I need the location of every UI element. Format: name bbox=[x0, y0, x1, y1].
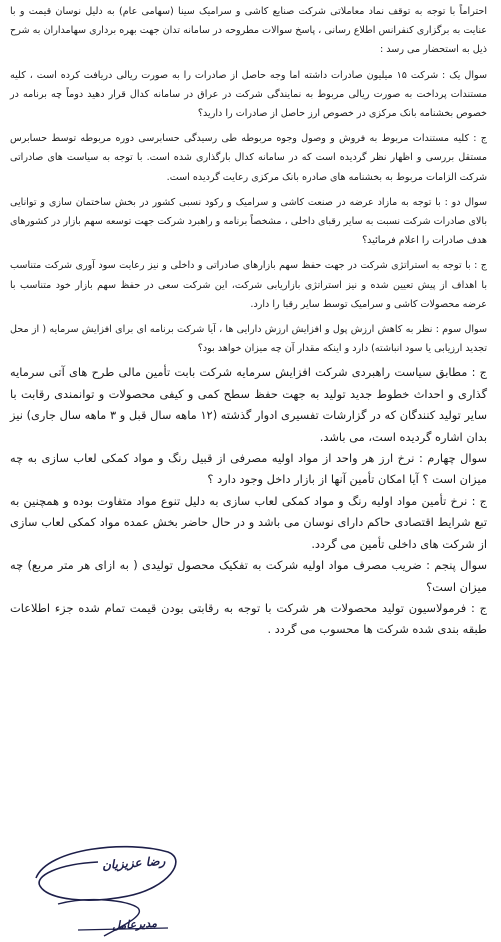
question-4: سوال چهارم : نرخ ارز هر واحد از مواد اولیه مصرفی از قبیل رنگ و مواد کمکی لعاب سازی به چه میزان است ؟ آیا امکان تأمین آنها از بازار داخل وجود دارد ؟ bbox=[10, 451, 487, 487]
answer-3: ج : مطابق سیاست راهبردی شرکت افزایش سرمایه شرکت بابت تأمین مالی طرح های آتی سرمایه گذاری و احداث خطوط جدید تولید به جهت حفظ سطح کمی و کیفی محصولات و توانمندی رقابت با سایر تولید کنندگان که در گزارشات تفسیری ادوار گذشته (۱۲ ماهه سال قبل و ۳ ماهه سال جاری) نیز بدان اشاره گردیده است، می باشد. bbox=[10, 365, 487, 444]
question-2: سوال دو : با توجه به مازاد عرضه در صنعت کاشی و سرامیک و رکود نسبی کشور در بخش ساختمان سازی و توانایی بالای صادرات شرکت نسبت به سایر رقبای داخلی ، مشخصاً برنامه و راهبرد شرکت جهت توسعه سهم بازار در کشورهای هدف صادرات را اعلام فرمائید؟ bbox=[10, 196, 487, 247]
answer-4: ج : نرخ تأمین مواد اولیه رنگ و مواد کمکی لعاب سازی به دلیل تنوع مواد متفاوت بوده و همچنین به تبع شرایط اقتصادی حاکم دارای نوسان می باشد و در حال حاضر بخش عمده مواد کمکی لعاب سازی از شرکت های داخلی تأمین می گردد. bbox=[10, 493, 487, 551]
signatory-name: رضا عزیزیان bbox=[101, 853, 166, 873]
question-1: سوال یک : شرکت ۱۵ میلیون صادرات داشته اما وجه حاصل از صادرات را به صورت ریالی دریافت کرده است ، کلیه مستندات پرداخت به صورت ریالی مربوط به نمایندگی شرکت در عراق در سامانه کدال قرار دهید دوماً چه برنامه در خصوص بخشنامه بانک مرکزی در خصوص ارز حاصل از صادرات را دارید؟ bbox=[10, 69, 487, 120]
answer-2: ج : با توجه به استراتژی شرکت در جهت حفظ سهم بازارهای صادراتی و داخلی و نیز رعایت سود آوری شرکت متناسب با اهداف از پیش تعیین شده و نیز استراتژی بازاریابی شرکت، این شرکت سعی در حفظ سهم بازار خود متناسب با عرضه محصولات کاشی و سرامیک توسط سایر رقبا را دارد. bbox=[10, 260, 487, 310]
intro-paragraph: احتراماً با توجه به توقف نماد معاملاتی شرکت صنایع کاشی و سرامیک سینا (سهامی عام) به دلیل نوسان قیمت و با عنایت به برگزاری کنفرانس اطلاع رسانی ، پاسخ سوالات مطروحه در سامانه تدان جهت بهره برداری سهامداران به شرح ذیل به استحضار می رسد : bbox=[10, 6, 487, 56]
answer-1: ج : کلیه مستندات مربوط به فروش و وصول وجوه مربوطه طی رسیدگی حسابرسی دوره مربوطه توسط حسابرس مستقل بررسی و اظهار نظر گردیده است که در سامانه کدال بارگذاری شده است. با توجه به سیاست های صادراتی شرکت الزامات مربوط به بخشنامه های صادره بانک مرکزی رعایت گردیده است. bbox=[10, 133, 487, 183]
signature-block bbox=[18, 838, 188, 942]
letter-body bbox=[10, 2, 487, 641]
answer-5: ج : فرمولاسیون تولید محصولات هر شرکت با توجه به رقابتی بودن قیمت تمام شده جزء اطلاعات طبقه بندی شده شرکت ها محسوب می گردد . bbox=[10, 600, 487, 637]
question-3: سوال سوم : نظر به کاهش ارزش پول و افزایش ارزش دارایی ها ، آیا شرکت برنامه ای برای افزایش سرمایه ( از محل تجدید ارزیابی یا سود انباشته) دارد و اینکه مقدار آن چه میزان خواهد بود؟ bbox=[10, 324, 487, 355]
signatory-title: مدیرعامل bbox=[111, 916, 158, 933]
question-5: سوال پنجم : ضریب مصرف مواد اولیه شرکت به تفکیک محصول تولیدی ( به ازای هر متر مربع) چه میزان است؟ bbox=[10, 558, 487, 594]
